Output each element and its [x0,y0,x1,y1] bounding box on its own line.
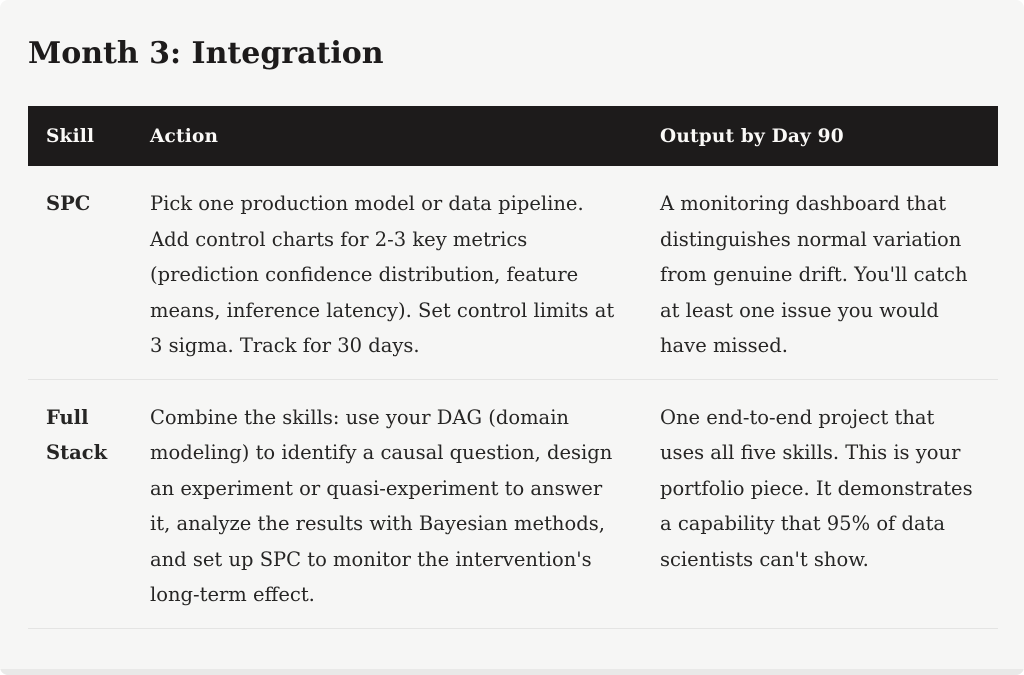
column-header-output: Output by Day 90 [660,125,844,147]
skill-cell: Full Stack [46,405,108,464]
output-cell: A monitoring dashboard that distinguishes normal variation from genuine drift. You'll catch at least one issue you would have missed. [660,192,968,357]
action-cell: Pick one production model or data pipeline. Add control charts for 2-3 key metrics (prediction confidence distribution, feature means, inference latency). Set control limits at 3 sigma. Track for 30 days. [150,192,615,357]
action-cell: Combine the skills: use your DAG (domain modeling) to identify a causal question, design an experiment or quasi-experiment to answer it, analyze the results with Bayesian methods, and set up SPC to monitor the intervention's long-term effect. [150,405,613,606]
column-header-skill: Skill [46,125,95,147]
column-header-action: Action [150,125,219,147]
output-cell: One end-to-end project that uses all five skills. This is your portfolio piece. It demonstrates a capability that 95% of data scientists can't show. [660,405,973,571]
table-row-spc [28,166,998,380]
skills-table [28,106,998,629]
table-header-row [28,106,998,166]
page-title: Month 3: Integration [28,36,384,71]
page-bottom-edge [0,669,1024,675]
table-row-full-stack [28,380,998,629]
skill-cell: SPC [46,192,91,215]
